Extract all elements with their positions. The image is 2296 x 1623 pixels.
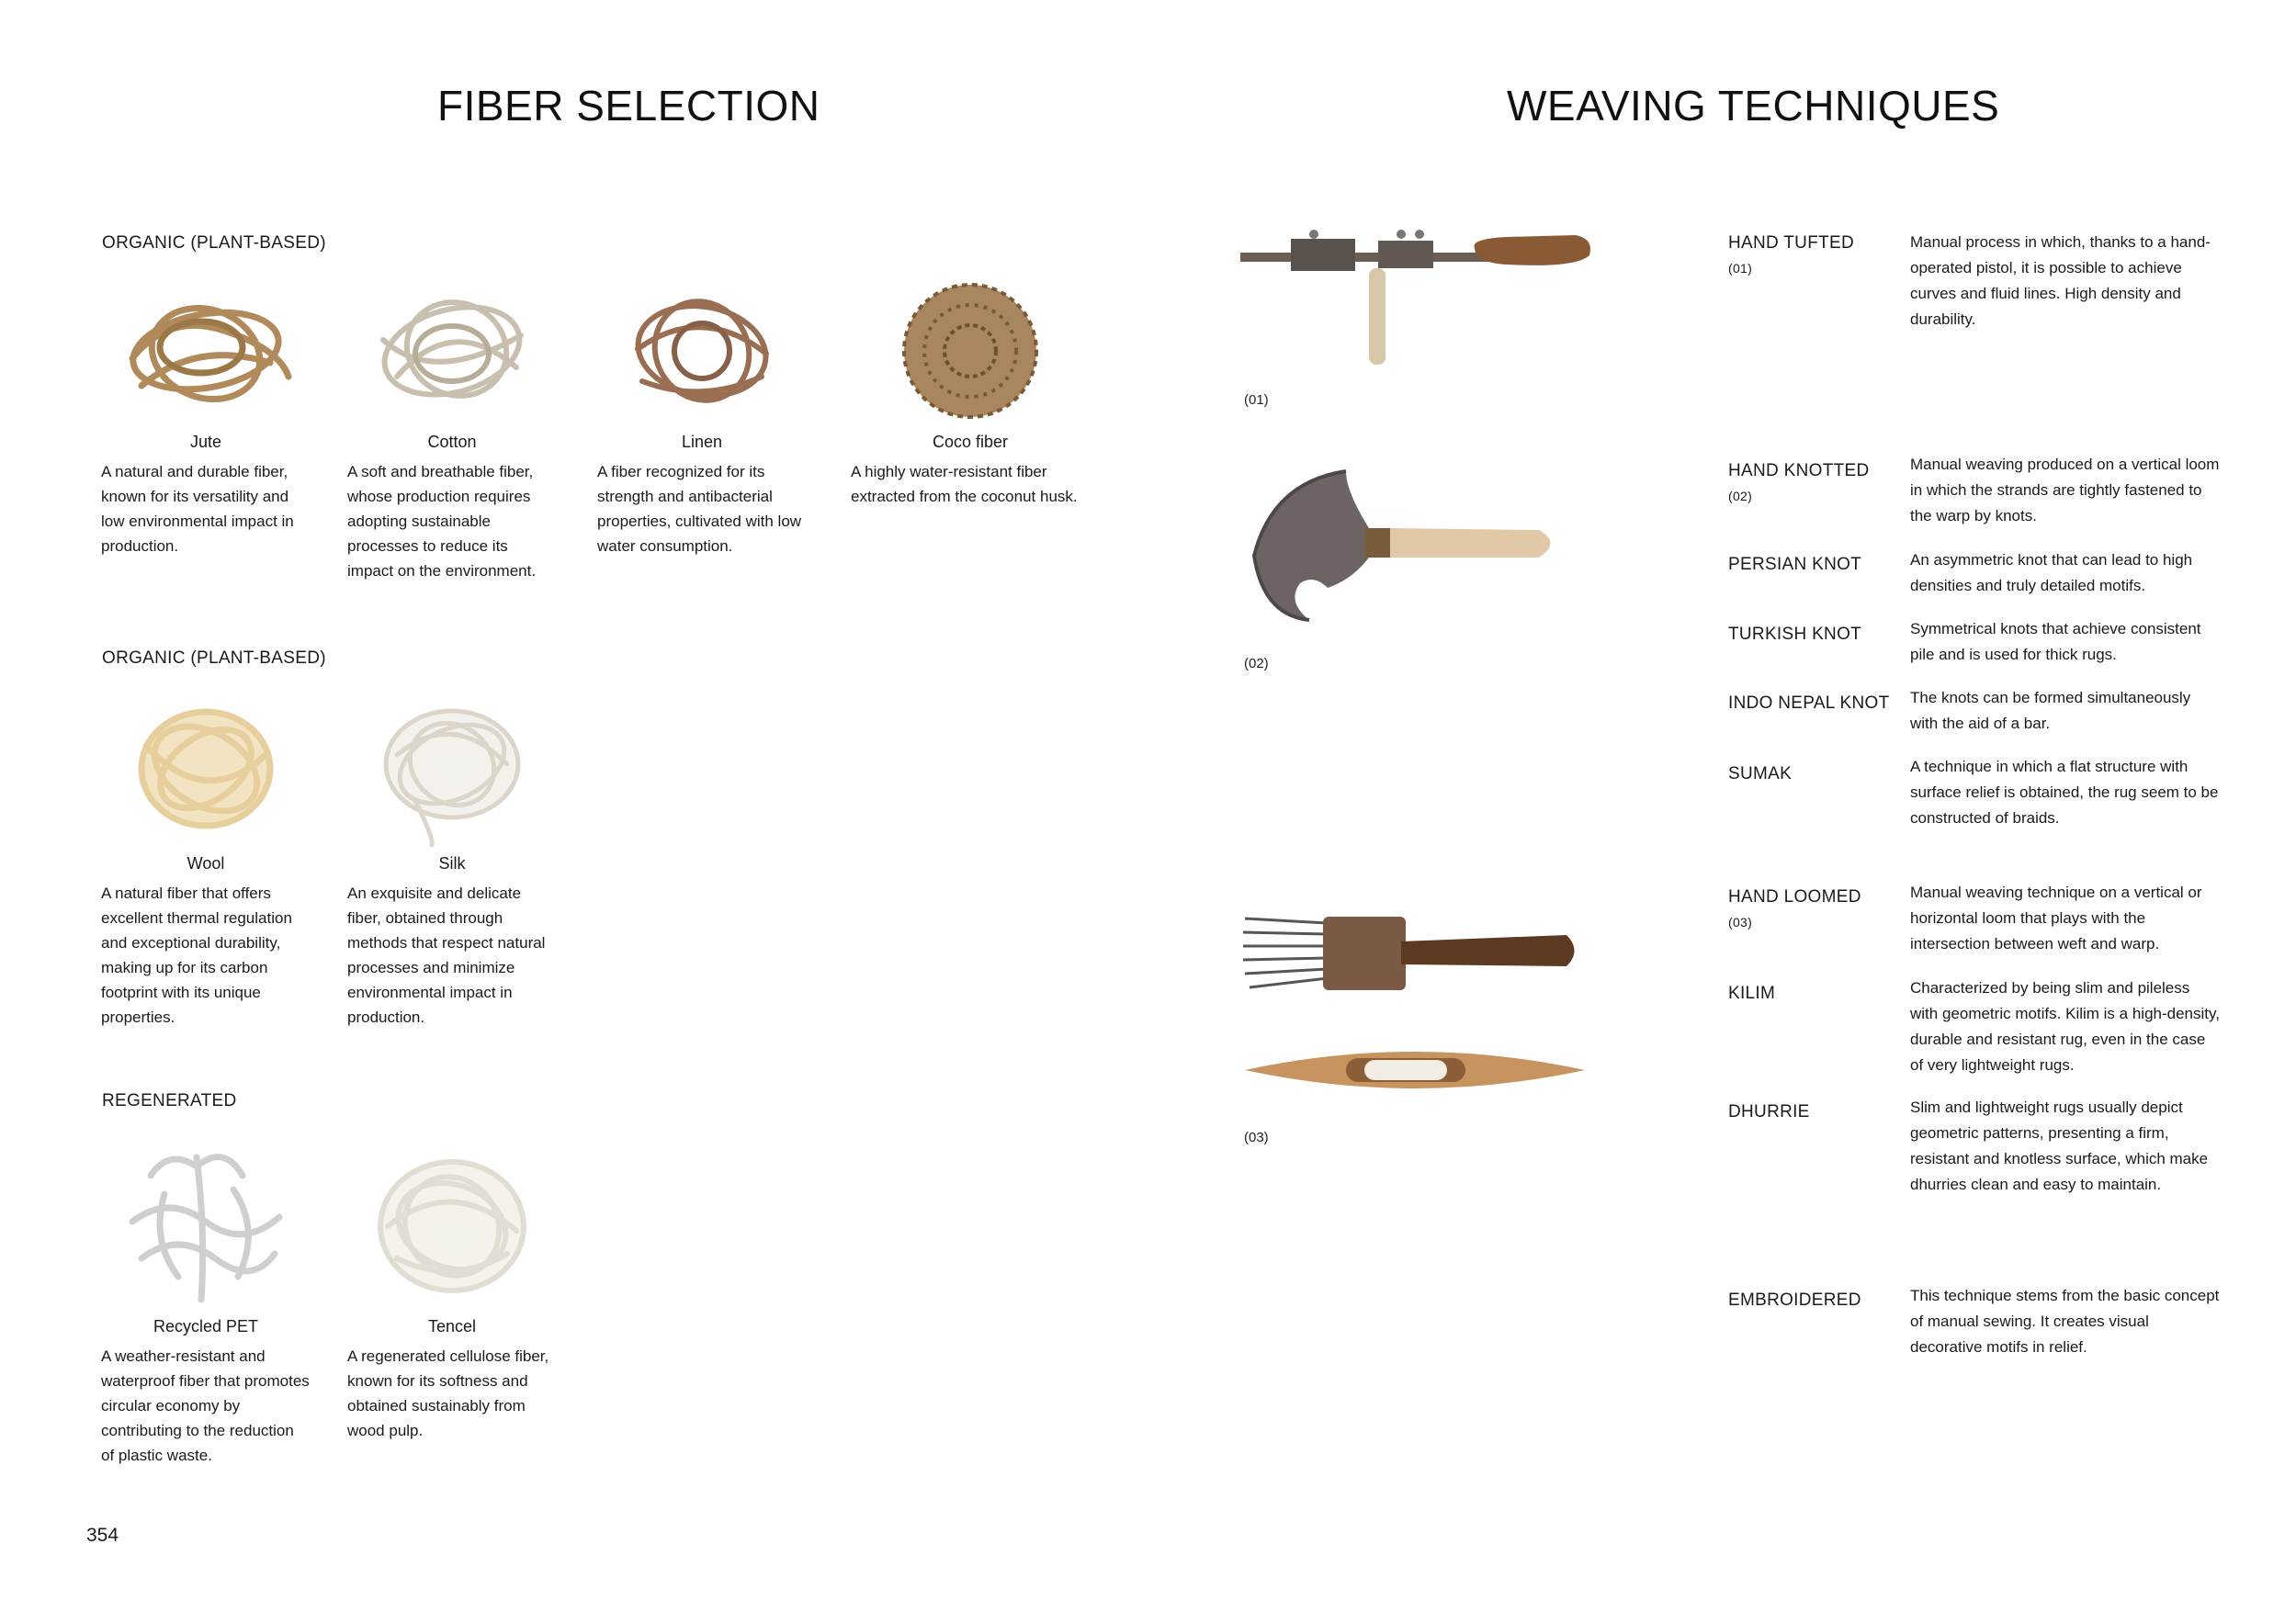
fiber-card-silk	[347, 691, 557, 1030]
technique-label-turkish-knot: TURKISH KNOT	[1728, 625, 1862, 644]
fiber-description: An exquisite and delicate fiber, obtained through methods that respect natural processes and minimize environmental impact in production.	[347, 885, 546, 1026]
technique-number: (02)	[1728, 489, 1753, 503]
fiber-card-wool	[101, 691, 311, 1030]
technique-description: This technique stems from the basic concept of manual sewing. It creates visual decorative motifs in relief.	[1910, 1287, 2220, 1356]
fiber-card-recycled-pet	[101, 1139, 311, 1468]
tool-caption: (01)	[1244, 392, 1269, 408]
technique-description: Slim and lightweight rugs usually depict geometric patterns, presenting a firm, resistant and knotless surface, which make dhurries clean and easy to maintain.	[1910, 1099, 2209, 1193]
fiber-card-linen	[597, 276, 807, 558]
tool-caption: (03)	[1244, 1130, 1269, 1145]
loom-comb-image	[1240, 909, 1589, 1010]
technique-label-hand-knotted: HAND KNOTTED (02)	[1728, 461, 1903, 503]
technique-description: An asymmetric knot that can lead to high densities and truly detailed motifs.	[1910, 551, 2193, 594]
technique-description: Manual weaving technique on a vertical or horizontal loom that plays with the intersection between weft and warp.	[1910, 884, 2202, 952]
fiber-description: A weather-resistant and waterproof fiber that promotes circular economy by contributing to the reduction of plastic waste.	[101, 1347, 310, 1464]
technique-label-hand-loomed: HAND LOOMED (03)	[1728, 887, 1903, 930]
fiber-name: Cotton	[427, 433, 477, 451]
fiber-description: A natural and durable fiber, known for its versatility and low environmental impact in production.	[101, 463, 294, 555]
weaving-shuttle-image	[1240, 1038, 1589, 1102]
fiber-group-label: ORGANIC (PLANT-BASED)	[102, 233, 326, 253]
left-page-title: FIBER SELECTION	[437, 82, 820, 130]
fiber-group-label: REGENERATED	[102, 1091, 237, 1110]
fiber-card-coco-fiber	[851, 276, 1090, 509]
fiber-card-jute	[101, 276, 311, 558]
technique-label-indo-nepal-knot: INDO NEPAL KNOT	[1728, 693, 1890, 713]
silk-fiber-image	[360, 691, 544, 849]
fiber-description: A fiber recognized for its strength and antibacterial properties, cultivated with low water consumption.	[597, 463, 802, 555]
fiber-card-tencel	[347, 1139, 557, 1443]
technique-label-dhurrie: DHURRIE	[1728, 1102, 1810, 1121]
right-page-title: WEAVING TECHNIQUES	[1507, 82, 2000, 130]
cotton-fiber-image	[360, 276, 544, 427]
fiber-card-cotton	[347, 276, 557, 583]
fiber-description: A soft and breathable fiber, whose production requires adopting sustainable processes to reduce its impact on the environment.	[347, 463, 537, 580]
fiber-description: A highly water-resistant fiber extracted from the coconut husk.	[851, 463, 1078, 505]
jute-fiber-image	[114, 276, 298, 427]
fiber-name: Silk	[438, 854, 466, 873]
fiber-name: Linen	[681, 433, 723, 451]
tufting-gun-image	[1240, 220, 1608, 386]
technique-number: (01)	[1728, 261, 1753, 276]
fiber-description: A natural fiber that offers excellent thermal regulation and exceptional durability, making up for its carbon footprint with its unique properties.	[101, 885, 292, 1026]
rug-knife-image	[1245, 464, 1566, 648]
technique-description: A technique in which a flat structure with surface relief is obtained, the rug seem to be constructed of braids.	[1910, 758, 2219, 827]
recycled-pet-fiber-image	[114, 1139, 298, 1312]
technique-number: (03)	[1728, 915, 1753, 930]
coco-fiber-image	[878, 276, 1062, 427]
fiber-group-label: ORGANIC (PLANT-BASED)	[102, 648, 326, 668]
technique-description: Characterized by being slim and pileless with geometric motifs. Kilim is a high-density, durable and resistant rug, even in the case of very lightweight rugs.	[1910, 979, 2220, 1074]
technique-label-persian-knot: PERSIAN KNOT	[1728, 555, 1862, 574]
fiber-name: Jute	[189, 433, 222, 451]
fiber-name: Recycled PET	[153, 1317, 259, 1336]
technique-description: Symmetrical knots that achieve consistent pile and is used for thick rugs.	[1910, 620, 2201, 663]
technique-label-embroidered: EMBROIDERED	[1728, 1291, 1861, 1310]
fiber-name: Coco fiber	[932, 433, 1009, 451]
technique-label-sumak: SUMAK	[1728, 764, 1793, 783]
technique-description: Manual process in which, thanks to a hand-operated pistol, it is possible to achieve curves and fluid lines. High density and durability.	[1910, 233, 2211, 328]
technique-label-hand-tufted: HAND TUFTED (01)	[1728, 233, 1903, 276]
technique-description: Manual weaving produced on a vertical loom in which the strands are tightly fastened to the warp by knots.	[1910, 456, 2220, 524]
tool-caption: (02)	[1244, 656, 1269, 671]
linen-fiber-image	[610, 276, 794, 427]
technique-description: The knots can be formed simultaneously with the aid of a bar.	[1910, 689, 2191, 732]
wool-fiber-image	[114, 691, 298, 849]
fiber-name: Tencel	[427, 1317, 477, 1336]
page-number: 354	[86, 1525, 119, 1546]
technique-label-kilim: KILIM	[1728, 984, 1776, 1003]
fiber-description: A regenerated cellulose fiber, known for its softness and obtained sustainably from wood pulp.	[347, 1347, 549, 1439]
fiber-name: Wool	[187, 854, 225, 873]
tencel-fiber-image	[360, 1139, 544, 1312]
